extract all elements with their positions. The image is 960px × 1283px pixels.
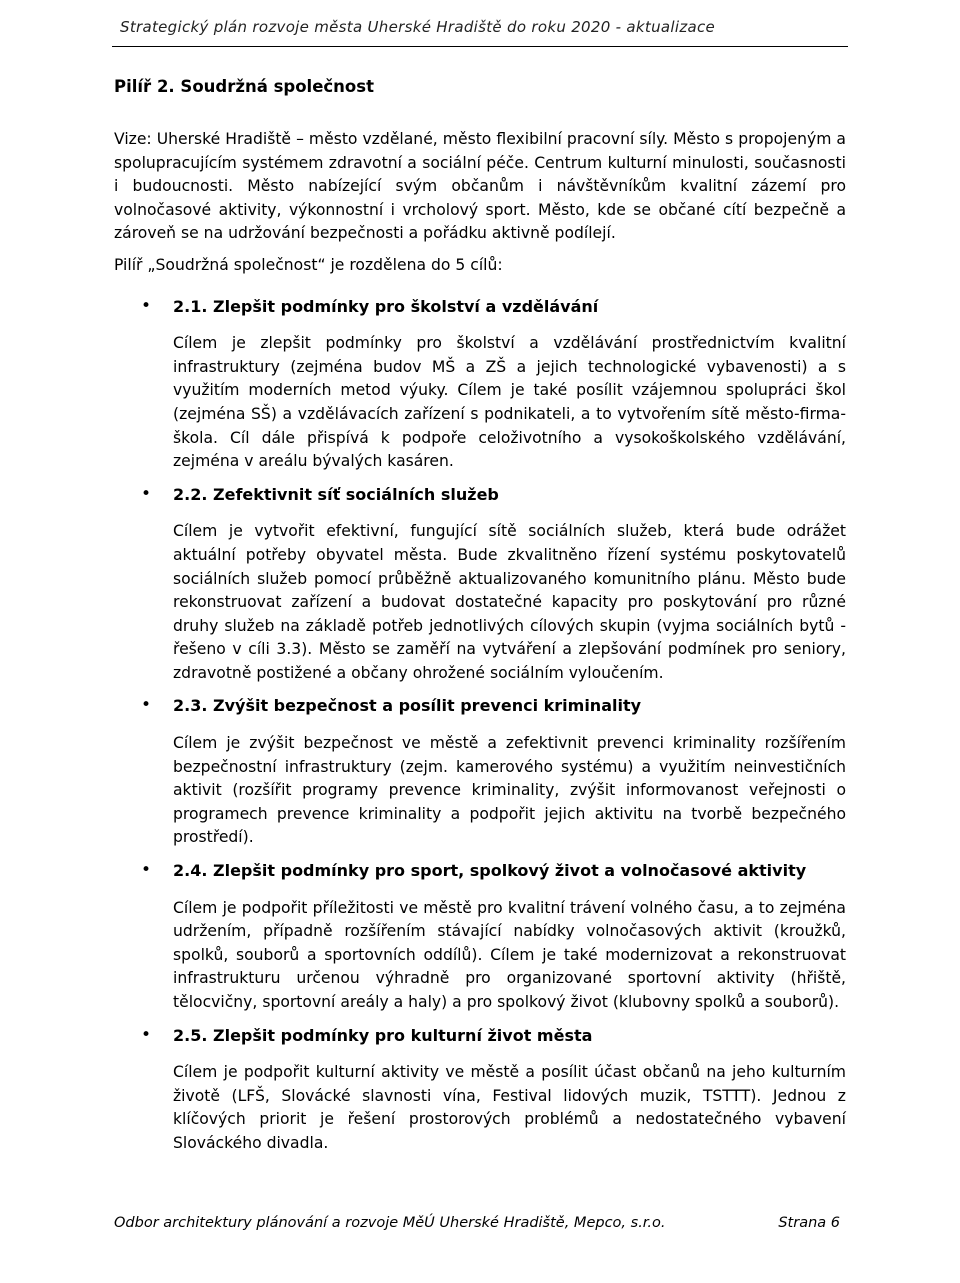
goal-title: 2.3. Zvýšit bezpečnost a posílit prevenci kriminality [173, 696, 642, 716]
goal-item [114, 295, 846, 474]
goals-list [114, 295, 846, 1156]
vision-paragraph: Vize: Uherské Hradiště – město vzdělané, město flexibilní pracovní síly. Město s propojeným a spolupracujícím systémem zdravotní a sociální péče. Centrum kulturní minulosti, současnosti i budoucnosti. Město nabízející svým občanům i návštěvníkům kvalitní zázemí pro volnočasové aktivity, výkonnostní i vrcholový sport. Město, kde se občané cítí bezpečně a zároveň se na udržování bezpečnosti a pořádku aktivně podílejí. [114, 130, 846, 243]
goal-description: Cílem je vytvořit efektivní, fungující sítě sociálních služeb, která bude odrážet aktuální potřeby obyvatel města. Bude zkvalitněno řízení systému poskytovatelů sociálních služeb pomocí průběžně aktualizovaného komunitního plánu. Město bude rekonstruovat zařízení a budovat dostatečné kapacity pro poskytování pro různé druhy služeb na základě potřeb jednotlivých cílových skupin (vyjma sociálních bytů - řešeno v cíli 3.3). Město se zaměří na vytváření a zlepšování podmínek pro seniory, zdravotně postižené a občany ohrožené sociálním vyloučením. [173, 522, 846, 682]
goal-item [114, 859, 846, 1015]
header-divider [112, 46, 848, 47]
bullet-icon: • [141, 483, 152, 504]
page-number: Strana 6 [778, 1215, 840, 1231]
goal-title: 2.4. Zlepšit podmínky pro sport, spolkový život a volnočasové aktivity [173, 861, 807, 881]
bullet-icon: • [141, 295, 152, 316]
goal-title: 2.5. Zlepšit podmínky pro kulturní život města [173, 1025, 593, 1045]
goal-description: Cílem je zvýšit bezpečnost ve městě a zefektivnit prevenci kriminality rozšířením bezpečnostní infrastruktury (zejm. kamerového systému) a využitím neinvestičních aktivit (rozšířit programy prevence kriminality, zvýšit informovanost veřejnosti o programech prevence kriminality a podpořit jejich aktivitu na tvorbě bezpečného prostředí). [173, 734, 846, 847]
bullet-icon: • [141, 1024, 152, 1045]
goal-title: 2.2. Zefektivnit síť sociálních služeb [173, 484, 499, 504]
bullet-icon: • [141, 695, 152, 716]
goal-item [114, 483, 846, 686]
goal-title: 2.1. Zlepšit podmínky pro školství a vzdělávání [173, 296, 599, 316]
goal-item [114, 1024, 846, 1156]
running-header: Strategický plán rozvoje města Uherské Hradiště do roku 2020 - aktualizace [120, 18, 716, 36]
pillar-title: Pilíř 2. Soudržná společnost [114, 77, 374, 96]
main-content [114, 128, 846, 1165]
bullet-icon: • [141, 860, 152, 881]
pillar-split-text: Pilíř „Soudržná společnost“ je rozdělena do 5 cílů: [114, 255, 503, 274]
goal-item [114, 694, 846, 850]
goal-description: Cílem je zlepšit podmínky pro školství a vzdělávání prostřednictvím kvalitní infrastruktury (zejména budov MŠ a ZŠ a jejich technologické vybavenosti) a s využitím moderních metod výuky. Cílem je také posílit vzájemnou spolupráci škol (zejména SŠ) a vzdělávacích zařízení s podnikateli, a to vytvořením sítě město-firma-škola. Cíl dále přispívá k podpoře celoživotního a vysokoškolského vzdělávání, zejména v areálu bývalých kasáren. [173, 334, 846, 471]
goal-description: Cílem je podpořit příležitosti ve městě pro kvalitní trávení volného času, a to zejména udržením, případně rozšířením stávající nabídky volnočasových aktivit (kroužků, spolků, souborů a sportovních oddílů). Cílem je také modernizovat a rekonstruovat infrastrukturu určenou výhradně pro organizované sportovní aktivity (hřiště, tělocvičny, sportovní areály a haly) a pro spolkový život (klubovny spolků a souborů). [173, 898, 846, 1011]
goal-description: Cílem je podpořit kulturní aktivity ve městě a posílit účast občanů na jeho kulturním životě (LFŠ, Slovácké slavnosti vína, Festival lidových muzik, TSTTT). Jednou z klíčových priorit je řešení prostorových problémů a nedostatečného vybavení Slováckého divadla. [173, 1063, 846, 1152]
footer-publisher: Odbor architektury plánování a rozvoje MěÚ Uherské Hradiště, Mepco, s.r.o. [114, 1215, 666, 1231]
